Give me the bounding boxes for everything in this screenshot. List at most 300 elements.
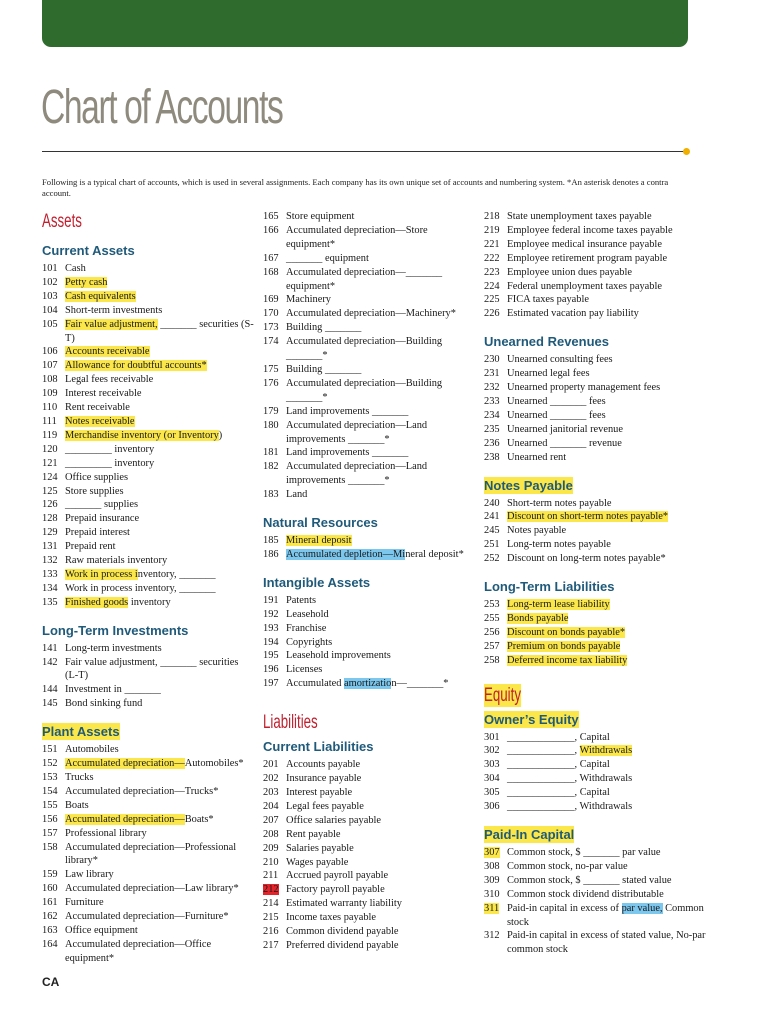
account-number: 121 [42,457,58,469]
account-name: Patents [286,594,317,606]
account-row [263,321,478,335]
account-name: Building _______ [286,363,362,375]
account-row [484,210,724,224]
account-row [42,743,254,757]
account-number: 219 [484,224,500,236]
account-number: 214 [263,898,279,910]
account-row [263,266,478,294]
investments-list [42,642,254,712]
account-name: Discount on short-term notes payable* [507,511,669,523]
account-row [42,697,254,711]
account-name: Cash [65,263,86,274]
notes-payable-list [484,497,724,567]
account-name: Bonds payable [507,612,569,624]
account-row [263,772,478,786]
account-name: Raw materials inventory [65,555,168,567]
account-name: Unearned property management fees [507,382,661,394]
account-number: 110 [42,402,58,414]
account-number: 111 [42,415,57,427]
account-name: Cash equivalents [65,290,136,302]
account-number: 232 [484,382,500,394]
account-row [42,938,254,966]
account-number: 302 [484,745,500,757]
account-number: 252 [484,553,500,565]
account-number: 154 [42,785,58,797]
account-row [263,814,478,828]
account-row [484,437,724,451]
account-row [42,512,254,526]
account-number: 125 [42,485,58,497]
account-name: Accounts receivable [65,346,150,358]
account-row [263,363,478,377]
account-row [263,911,478,925]
account-number: 308 [484,860,500,872]
account-number: 169 [263,294,279,306]
account-name: Fair value adjustment, _______ securities (S-T) [65,318,254,344]
account-name: Income taxes payable [286,912,377,924]
account-number: 158 [42,841,58,853]
account-row [42,318,254,346]
account-row [42,683,254,697]
account-number: 196 [263,664,279,676]
account-number: 245 [484,525,500,537]
account-name: Trucks [65,772,94,783]
account-row [42,841,254,869]
account-row [263,939,478,953]
account-row [484,238,724,252]
account-row [263,842,478,856]
account-row [263,594,478,608]
account-name: Finished goods inventory [65,596,171,608]
account-row [42,771,254,785]
account-name: _____________, Capital [507,759,610,771]
account-name: Leasehold improvements [286,650,391,662]
account-number: 236 [484,437,500,449]
account-name: Office supplies [65,471,129,483]
account-number: 193 [263,622,279,634]
section-equity: Equity [484,684,521,706]
account-name: Accumulated depreciation—Professional library* [65,841,237,867]
account-number: 256 [484,626,500,638]
account-name: Store equipment [286,211,355,222]
account-row [263,883,478,897]
account-row [484,293,724,307]
account-row [484,367,724,381]
account-number: 166 [263,224,279,236]
account-row [42,757,254,771]
account-number: 303 [484,759,500,771]
account-name: Unearned _______ fees [507,409,606,421]
account-number: 230 [484,354,500,366]
account-number: 109 [42,388,58,400]
account-number: 204 [263,800,279,812]
account-name: Accumulated depreciation—Trucks* [65,785,219,797]
account-row [484,409,724,423]
account-row [42,457,254,471]
current-liabilities-cont-list [484,210,724,321]
account-row [484,731,724,745]
account-row [42,401,254,415]
account-name: Petty cash [65,276,108,288]
account-name: Legal fees payable [286,800,364,812]
subsection-paid-in-capital: Paid-In Capital [484,827,575,842]
account-number: 168 [263,266,279,278]
account-row [42,443,254,457]
account-number: 126 [42,499,58,511]
account-row [484,538,724,552]
account-name: _________ inventory [65,443,155,455]
account-row [42,813,254,827]
account-name: Interest payable [286,787,353,798]
account-number: 192 [263,608,279,620]
account-name: Building _______ [286,322,362,334]
account-row [263,446,478,460]
account-name: Copyrights [286,636,333,648]
account-number: 304 [484,773,500,785]
account-row [42,540,254,554]
account-row [42,345,254,359]
account-name: Estimated vacation pay liability [507,308,639,320]
account-row [42,868,254,882]
account-number: 174 [263,336,279,348]
account-row [263,377,478,405]
plant-assets-list [42,743,254,966]
account-number: 212 [263,884,279,896]
account-number: 175 [263,363,279,375]
account-number: 217 [263,939,279,951]
subsection-natural-resources: Natural Resources [263,515,378,531]
account-row [484,451,724,465]
account-number: 167 [263,252,279,264]
account-name: Law library [65,869,114,881]
unearned-revenues-list [484,353,724,464]
account-number: 216 [263,926,279,938]
column-1 [42,210,254,966]
account-name: Accumulated depreciation—Building _______* [286,377,443,403]
account-name: Discount on long-term notes payable* [507,553,666,565]
account-name: Notes receivable [65,415,135,427]
account-row [484,497,724,511]
account-row [42,554,254,568]
account-name: Land [286,489,308,501]
account-row [484,929,724,957]
account-row [484,224,724,238]
account-name: Unearned janitorial revenue [507,423,623,435]
account-row [484,598,724,612]
account-name: Deferred income tax liability [507,654,628,666]
subsection-long-term-investments: Long-Term Investments [42,622,189,638]
account-number: 309 [484,874,500,886]
account-number: 209 [263,842,279,854]
subsection-current-assets: Current Assets [42,243,135,258]
account-name: Short-term notes payable [507,497,612,509]
account-number: 129 [42,527,58,539]
account-name: Common dividend payable [286,926,399,938]
account-name: Employee retirement program payable [507,252,668,264]
account-name: FICA taxes payable [507,294,589,306]
account-number: 201 [263,759,279,771]
account-name: Salaries payable [286,842,354,854]
account-number: 241 [484,511,500,523]
account-row [484,800,724,814]
account-name: Accumulated depreciation—Furniture* [65,911,229,923]
account-number: 257 [484,640,500,652]
account-number: 301 [484,731,500,743]
account-number: 164 [42,938,58,950]
account-number: 102 [42,276,58,288]
account-number: 221 [484,238,500,250]
account-name: Franchise [286,622,327,634]
account-name: _____________, Withdrawals [507,801,633,813]
account-number: 180 [263,419,279,431]
account-number: 191 [263,594,279,606]
account-number: 179 [263,405,279,417]
account-number: 226 [484,308,500,320]
account-number: 133 [42,568,58,580]
account-row [263,786,478,800]
account-name: Common stock, $ _______ stated value [507,874,672,886]
account-number: 151 [42,744,58,756]
account-number: 240 [484,497,500,509]
account-name: Accumulated amortization—_______* [286,678,449,690]
account-name: Interest receivable [65,388,142,400]
account-row [484,758,724,772]
account-row [484,744,724,758]
account-row [484,266,724,280]
account-name: Rent payable [286,828,341,840]
account-name: _______ equipment [286,252,369,264]
account-number: 203 [263,787,279,798]
account-name: Unearned _______ fees [507,395,606,407]
account-name: Long-term lease liability [507,599,610,611]
account-row [484,612,724,626]
account-name: _______ supplies [65,499,139,511]
account-name: Unearned rent [507,451,567,463]
account-name: Accumulated depreciation—Boats* [65,813,214,825]
account-number: 157 [42,827,58,839]
account-row [484,395,724,409]
account-name: Premium on bonds payable [507,640,621,652]
subsection-current-liabilities: Current Liabilities [263,739,374,755]
account-name: Unearned _______ revenue [507,437,622,449]
account-number: 311 [484,902,500,914]
account-number: 202 [263,773,279,785]
account-number: 106 [42,346,58,358]
account-row [484,888,724,902]
account-number: 119 [42,429,58,441]
account-number: 176 [263,377,279,389]
subsection-notes-payable: Notes Payable [484,477,573,493]
account-number: 182 [263,461,279,473]
account-number: 128 [42,513,58,525]
account-row [263,307,478,321]
account-row [263,460,478,488]
account-number: 145 [42,698,58,710]
account-number: 161 [42,897,58,909]
account-number: 173 [263,322,279,334]
account-number: 223 [484,266,500,278]
account-row [42,471,254,485]
account-number: 141 [42,642,58,654]
account-name: Office salaries payable [286,814,382,826]
account-row [42,276,254,290]
account-row [263,622,478,636]
account-name: Mineral deposit [286,535,352,547]
account-name: Rent receivable [65,402,130,414]
account-name: Short-term investments [65,304,163,316]
subsection-intangible-assets: Intangible Assets [263,574,371,590]
page-footer-label: CA [42,975,60,989]
account-name: Accumulated depreciation—Land improvements _______* [286,461,428,487]
account-row [484,654,724,668]
account-number: 238 [484,451,500,463]
account-name: Allowance for doubtful accounts* [65,360,207,372]
owners-equity-list [484,731,724,814]
account-name: Accumulated depreciation—Building _______* [286,336,443,362]
account-number: 210 [263,856,279,868]
account-number: 255 [484,612,500,624]
rule-end-dot [683,148,690,155]
account-row [263,608,478,622]
account-name: Automobiles [65,744,119,756]
account-number: 170 [263,308,279,320]
account-number: 258 [484,654,500,666]
account-row [263,405,478,419]
account-number: 234 [484,409,500,421]
title-rule [42,151,686,152]
natural-resources-list [263,534,478,562]
account-name: Common stock, no-par value [507,860,628,872]
account-number: 222 [484,252,500,264]
account-number: 131 [42,541,58,553]
account-row [484,524,724,538]
account-row [484,353,724,367]
account-number: 310 [484,888,500,900]
account-number: 305 [484,787,500,799]
account-row [484,510,724,524]
account-number: 159 [42,869,58,881]
account-row [263,925,478,939]
account-name: Unearned consulting fees [507,354,613,366]
account-number: 144 [42,684,58,696]
account-name: Prepaid interest [65,527,130,539]
account-row [484,280,724,294]
account-row [484,786,724,800]
account-name: Furniture [65,897,104,909]
account-number: 215 [263,912,279,924]
subsection-plant-assets: Plant Assets [42,724,120,740]
account-row [263,649,478,663]
account-row [484,772,724,786]
account-name: Accrued payroll payable [286,870,389,882]
account-row [42,785,254,799]
account-row [42,498,254,512]
account-number: 107 [42,360,58,372]
account-number: 108 [42,374,58,386]
account-name: Fair value adjustment, _______ securities (L-T) [65,656,239,682]
subsection-long-term-liabilities: Long-Term Liabilities [484,579,615,595]
account-number: 231 [484,368,500,380]
header-banner [42,0,688,47]
account-row [484,860,724,874]
account-number: 153 [42,772,58,783]
account-number: 253 [484,599,500,611]
account-name: _____________, Withdrawals [507,745,633,757]
account-number: 163 [42,924,58,936]
account-row [263,663,478,677]
account-number: 160 [42,883,58,895]
account-row [263,210,478,224]
section-assets: Assets [42,211,82,232]
account-row [42,359,254,373]
account-number: 211 [263,870,279,882]
account-name: State unemployment taxes payable [507,211,652,222]
account-name: Merchandise inventory (or Inventory) [65,429,223,441]
account-name: Machinery [286,294,332,306]
account-number: 186 [263,548,279,560]
account-number: 156 [42,813,58,825]
account-name: Accumulated depreciation—Law library* [65,883,239,895]
account-number: 132 [42,555,58,567]
account-name: Employee medical insurance payable [507,238,662,250]
account-name: Common stock dividend distributable [507,888,664,900]
account-row [484,640,724,654]
account-number: 224 [484,280,500,292]
account-row [42,568,254,582]
account-number: 225 [484,294,500,306]
account-row [42,373,254,387]
account-name: Factory payroll payable [286,884,385,896]
account-name: Prepaid insurance [65,513,140,525]
account-number: 251 [484,539,500,551]
account-name: Paid-in capital in excess of stated value, No-par common stock [507,930,706,956]
account-number: 194 [263,636,279,648]
account-number: 233 [484,395,500,407]
account-row [42,415,254,429]
account-row [42,827,254,841]
account-row [484,252,724,266]
account-number: 152 [42,758,58,770]
account-row [263,534,478,548]
account-row [42,304,254,318]
account-name: Unearned legal fees [507,368,590,380]
account-row [484,874,724,888]
account-row [263,869,478,883]
subsection-unearned-revenues: Unearned Revenues [484,334,609,350]
account-number: 208 [263,828,279,840]
account-name: Accumulated depreciation—Office equipment* [65,938,212,964]
long-term-liabilities-list [484,598,724,668]
account-number: 120 [42,443,58,455]
account-row [484,423,724,437]
account-number: 306 [484,801,500,813]
account-row [263,758,478,772]
account-name: Long-term investments [65,642,162,654]
account-name: _________ inventory [65,457,155,469]
account-name: Paid-in capital in excess of par value, Common stock [507,902,704,928]
account-number: 142 [42,656,58,668]
account-row [42,924,254,938]
account-name: Office equipment [65,924,138,936]
account-row [263,252,478,266]
account-name: Preferred dividend payable [286,939,399,951]
account-number: 134 [42,582,58,594]
account-row [42,882,254,896]
account-name: Insurance payable [286,773,362,785]
account-row [42,582,254,596]
account-row [42,485,254,499]
intangible-assets-list [263,594,478,691]
